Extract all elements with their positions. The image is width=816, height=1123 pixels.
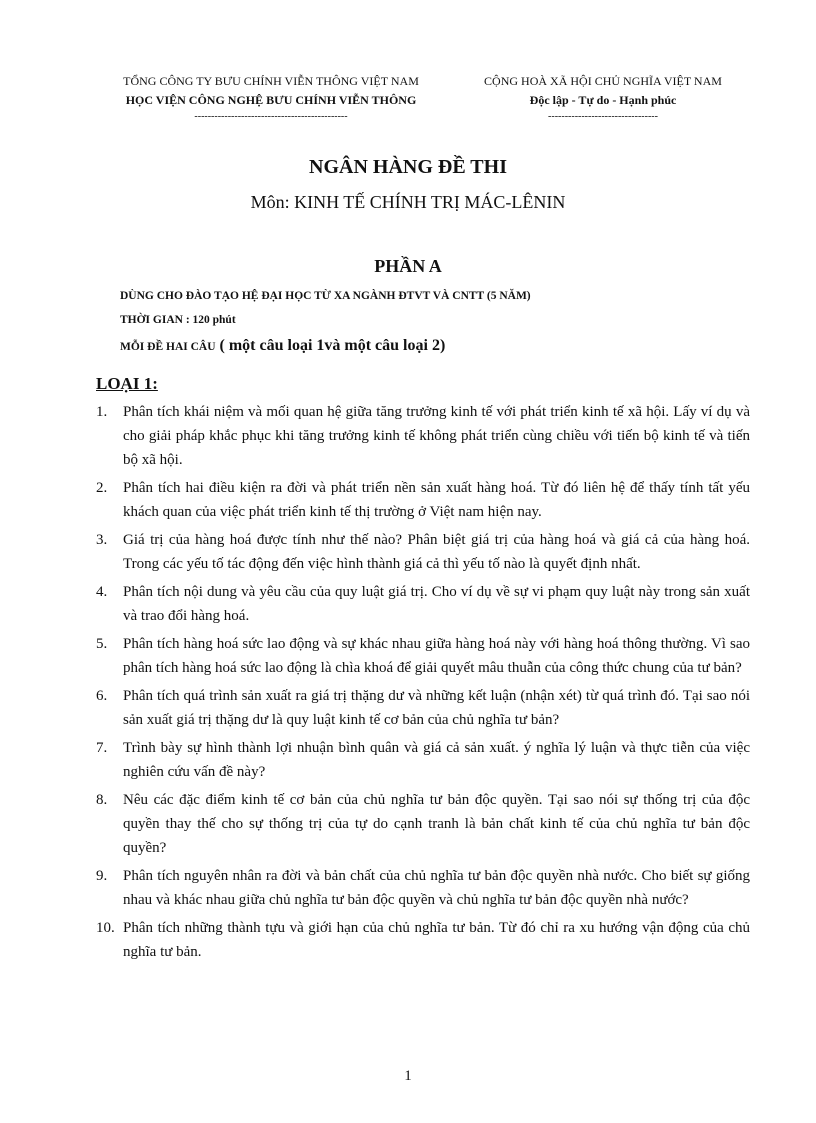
question-text: Giá trị của hàng hoá được tính như thế nào? Phân biệt giá trị của hàng hoá và giá cả của hàng hoá. Trong các yếu tố tác động đến việc hình thành giá cả thì yếu tố nào là quyết định nhất. [123,532,750,572]
question-number: 10. [96,920,115,936]
question-number: 9. [96,868,108,884]
question-item [96,916,750,964]
info-duration: THỜI GIAN : 120 phút [120,314,236,326]
question-number: 7. [96,740,108,756]
question-text: Phân tích khái niệm và mối quan hệ giữa tăng trưởng kinh tế với phát triển kinh tế xã hội. Lấy ví dụ và cho giải pháp khắc phục khi tăng trưởng kinh tế không phát triển cùng chiều với tiến bộ kinh tế và tiến bộ xã hội. [123,404,750,468]
question-text: Nêu các đặc điểm kinh tế cơ bản của chủ nghĩa tư bản độc quyền. Tại sao nói sự thống trị của độc quyền thay thế cho sự thống trị của tự do cạnh tranh là bản chất kinh tế của chủ nghĩa tư bản độc quyền? [123,792,750,856]
document-title: NGÂN HÀNG ĐỀ THI [309,156,507,178]
question-text: Phân tích những thành tựu và giới hạn của chủ nghĩa tư bản. Từ đó chỉ ra xu hướng vận động của chủ nghĩa tư bản. [123,920,750,960]
document-subtitle: Môn: KINH TẾ CHÍNH TRỊ MÁC-LÊNIN [250,192,566,212]
question-text: Phân tích nguyên nhân ra đời và bản chất của chủ nghĩa tư bản độc quyền nhà nước. Cho biết sự giống nhau và khác nhau giữa chủ nghĩa tư bản độc quyền và chủ nghĩa tư bản độc quyền nhà nước? [123,868,750,908]
question-item [96,632,750,680]
question-number: 2. [96,480,108,496]
info-structure [120,337,445,355]
header-national-motto [458,72,748,124]
question-number: 4. [96,584,108,600]
header-left-separator: ---------------------------------------------- [194,111,348,122]
question-item [96,864,750,912]
question-list [96,400,750,968]
question-text: Phân tích nội dung và yêu cầu của quy luật giá trị. Cho ví dụ về sự vi phạm quy luật này trong sản xuất và trao đổi hàng hoá. [123,584,750,624]
header-institution: HỌC VIỆN CÔNG NGHỆ BƯU CHÍNH VIỄN THÔNG [125,93,417,107]
header-country-name: CỘNG HOÀ XÃ HỘI CHỦ NGHĨA VIỆT NAM [484,74,722,88]
question-text: Phân tích hai điều kiện ra đời và phát triển nền sản xuất hàng hoá. Từ đó liên hệ để thấy tính tất yếu khách quan của việc phát triển kinh tế thị trường ở Việt nam hiện nay. [123,480,750,520]
info-structure-prefix: MỖI ĐỀ HAI CÂU [120,341,216,353]
question-item [96,684,750,732]
header-motto: Độc lập - Tự do - Hạnh phúc [529,93,677,107]
header-organization [95,72,447,124]
question-item [96,528,750,576]
page-number: 1 [404,1068,412,1084]
question-number: 5. [96,636,108,652]
question-number: 8. [96,792,108,808]
question-item [96,400,750,472]
header-parent-organization: TỔNG CÔNG TY BƯU CHÍNH VIỄN THÔNG VIỆT NAM [123,74,419,88]
question-number: 6. [96,688,108,704]
question-number: 3. [96,532,108,548]
part-heading: PHẦN A [374,256,442,276]
question-text: Phân tích quá trình sản xuất ra giá trị thặng dư và những kết luận (nhận xét) từ quá trình đó. Tại sao nói sản xuất giá trị thặng dư là quy luật kinh tế cơ bản của chủ nghĩa tư bản? [123,688,750,728]
info-structure-detail: ( một câu loại 1và một câu loại 2) [215,337,446,354]
header-right-separator: --------------------------------- [548,111,658,122]
question-number: 1. [96,404,108,420]
question-item [96,736,750,784]
question-text: Phân tích hàng hoá sức lao động và sự khác nhau giữa hàng hoá này với hàng hoá thông thường. Vì sao phân tích hàng hoá sức lao động là chìa khoá để giải quyết mâu thuẫn của công thức chung của tư bản? [123,636,750,676]
info-program: DÙNG CHO ĐÀO TẠO HỆ ĐẠI HỌC TỪ XA NGÀNH ĐTVT VÀ CNTT (5 NĂM) [120,290,531,302]
question-item [96,476,750,524]
question-item [96,580,750,628]
section-heading: LOẠI 1: [96,374,158,393]
question-text: Trình bày sự hình thành lợi nhuận bình quân và giá cả sản xuất. ý nghĩa lý luận và thực tiễn của việc nghiên cứu vấn đề này? [123,740,750,780]
question-item [96,788,750,860]
